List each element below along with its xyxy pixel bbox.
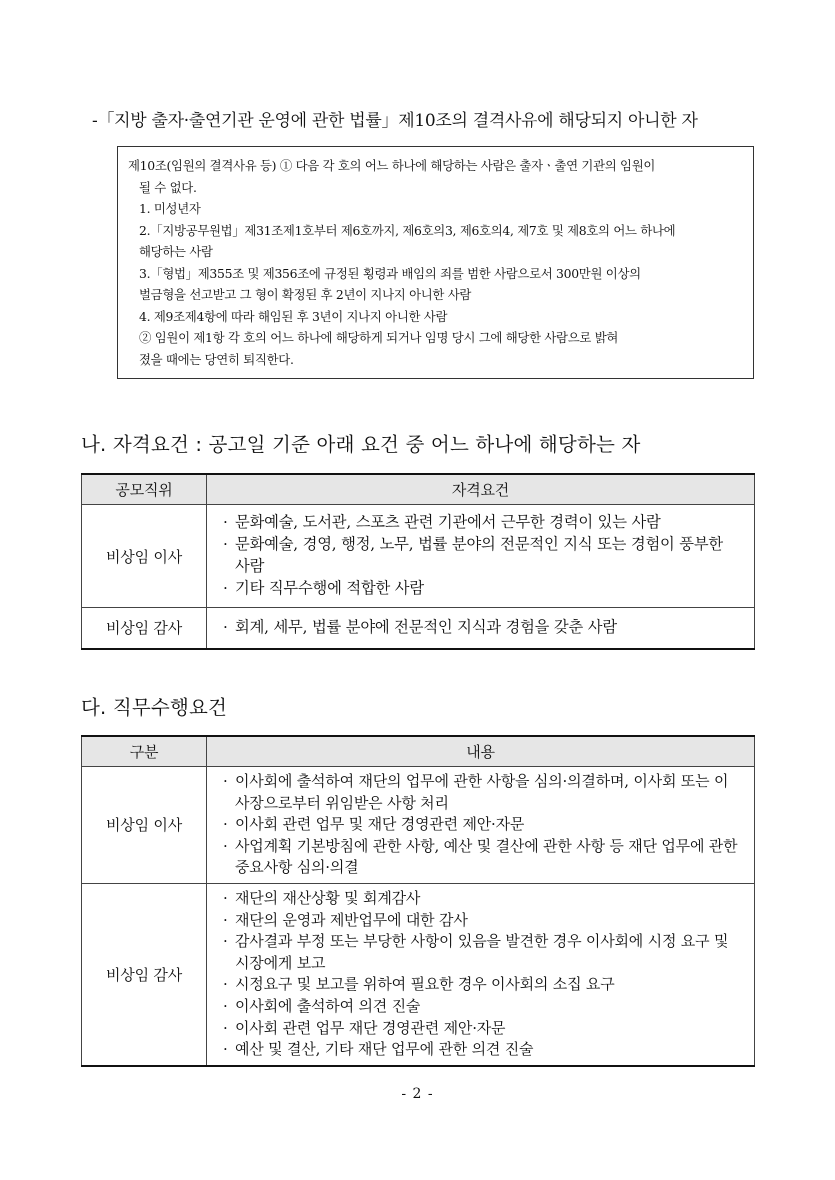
disqualification-intro: -「지방 출자·출연기관 운영에 관한 법률」제10조의 결격사유에 해당되지 아니한 자 [92,111,698,131]
role-cell: 비상임 감사 [82,608,207,649]
bullet-item: · 시정요구 및 보고를 위하여 필요한 경우 이사회의 소집 요구 [223,974,742,996]
law-line: ② 임원이 제1항 각 호의 어느 하나에 해당하게 되거나 임명 당시 그에 해당한 사람으로 밝혀 [139,330,619,345]
table-row [82,608,755,649]
bullet-item: · 문화예술, 경영, 행정, 노무, 법률 분야의 전문적인 지식 또는 경험이 풍부한 사람 [223,534,742,578]
column-header: 구분 [82,736,207,767]
qualification-table [81,473,755,650]
law-line: 2.「지방공무원법」제31조제1호부터 제6호까지, 제6호의3, 제6호의4, 제7호 및 제8호의 어느 하나에 [139,222,676,238]
table-row [82,505,755,608]
bullet-item: · 이사회 관련 업무 및 재단 경영관련 제안·자문 [223,814,742,836]
bullet-item: · 재단의 재산상황 및 회계감사 [223,888,742,910]
law-line: 제10조(임원의 결격사유 등) ① 다음 각 호의 어느 하나에 해당하는 사람은 출자ㆍ출연 기관의 임원이 [128,158,656,173]
role-cell: 비상임 이사 [82,505,207,608]
requirements-cell [207,608,755,649]
bullet-item: · 재단의 운영과 제반업무에 대한 감사 [223,910,742,932]
column-header: 내용 [207,736,755,767]
column-header: 자격요건 [207,474,755,505]
page-number: - 2 - [401,1086,434,1102]
law-line: 1. 미성년자 [139,201,201,216]
role-cell: 비상임 이사 [82,767,207,884]
requirements-cell [207,883,755,1065]
law-line: 4. 제9조제4항에 따라 해임된 후 3년이 지나지 아니한 사람 [139,308,448,324]
law-line: 될 수 없다. [139,179,197,195]
law-line: 졌을 때에는 당연히 퇴직한다. [139,351,294,367]
bullet-item: · 문화예술, 도서관, 스포츠 관련 기관에서 근무한 경력이 있는 사람 [223,512,742,534]
duties-heading: 다. 직무수행요건 [81,696,228,719]
role-cell: 비상임 감사 [82,883,207,1065]
law-line: 해당하는 사람 [139,244,213,259]
bullet-item: · 이사회에 출석하여 재단의 업무에 관한 사항을 심의·의결하며, 이사회 또는 이사장으로부터 위임받은 사항 처리 [223,771,742,814]
bullet-item: · 사업계획 기본방침에 관한 사항, 예산 및 결산에 관한 사항 등 재단 업무에 관한 중요사항 심의·의결 [223,836,742,879]
law-line: 3.「형법」제355조 및 제356조에 규정된 횡령과 배임의 죄를 범한 사람으로서 300만원 이상의 [139,265,641,281]
column-header: 공모직위 [82,474,207,505]
table-row [82,767,755,884]
law-line: 벌금형을 선고받고 그 형이 확정된 후 2년이 지나지 아니한 사람 [139,287,472,302]
table-row [82,883,755,1065]
bullet-item: · 기타 직무수행에 적합한 사람 [223,578,742,600]
bullet-item: · 회계, 세무, 법률 분야에 전문적인 지식과 경험을 갖춘 사람 [223,617,742,639]
requirements-cell [207,767,755,884]
bullet-item: · 이사회에 출석하여 의견 진술 [223,996,742,1018]
requirements-cell [207,505,755,608]
law-article-box [117,146,754,379]
bullet-item: · 감사결과 부정 또는 부당한 사항이 있음을 발견한 경우 이사회에 시정 요구 및 시장에게 보고 [223,931,742,974]
bullet-item: · 예산 및 결산, 기타 재단 업무에 관한 의견 진술 [223,1039,742,1061]
bullet-item: · 이사회 관련 업무 재단 경영관련 제안·자문 [223,1018,742,1040]
qualification-heading: 나. 자격요건 : 공고일 기준 아래 요건 중 어느 하나에 해당하는 자 [81,433,641,456]
duties-table [81,735,755,1067]
